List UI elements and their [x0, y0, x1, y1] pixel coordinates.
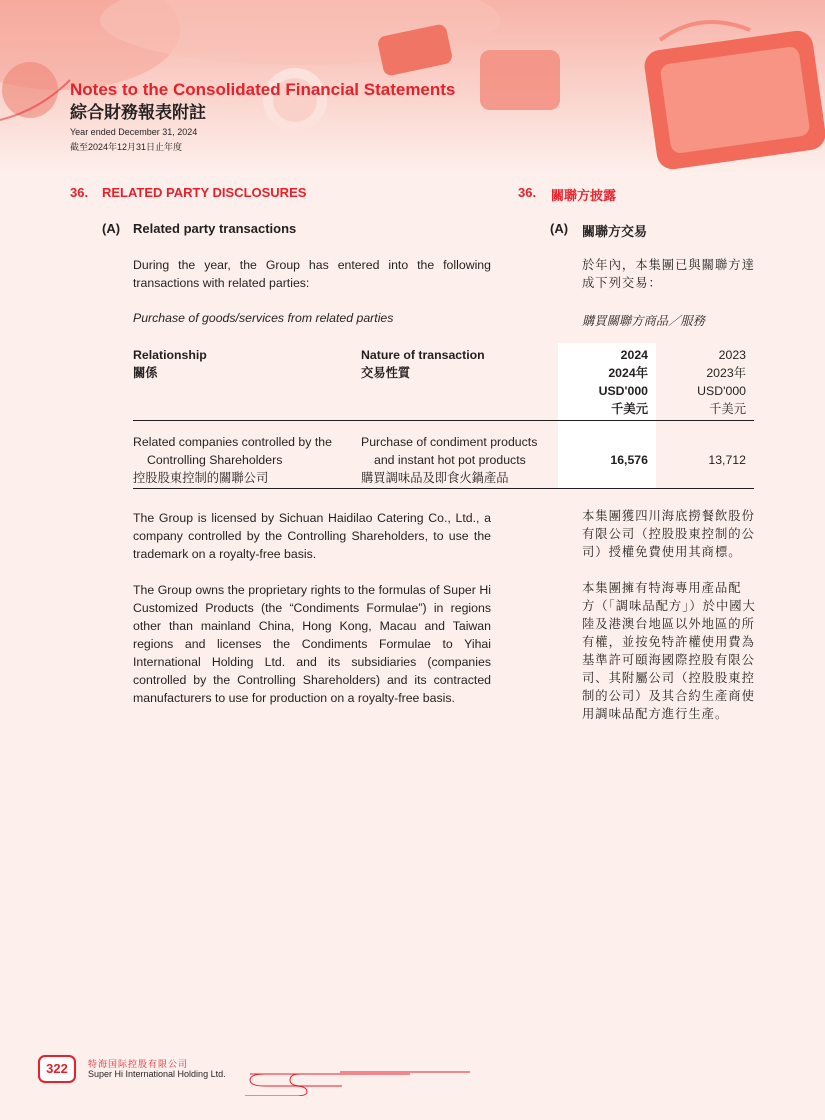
year-prior-cn: 2023年	[706, 366, 746, 380]
col-header-2023	[666, 346, 746, 418]
table-bottom-rule	[133, 488, 754, 489]
formula-cn-line: 方（「調味品配方」）於中國大	[582, 599, 756, 613]
license-paragraph-en: The Group is licensed by Sichuan Haidilao Catering Co., Ltd., a company controlled by the Controlling Shareholders, to use the trademark on a royalty-free basis.	[133, 511, 491, 561]
col-header-2024	[568, 346, 648, 418]
formula-cn-line: 司、其附屬公司（控股股東控	[582, 671, 755, 685]
formula-cn-line: 陸及港澳台地區以外地區的所	[582, 617, 755, 631]
unit-current: USD'000	[598, 384, 648, 398]
header-period-en: Year ended December 31, 2024	[70, 127, 198, 137]
year-prior: 2023	[718, 348, 746, 362]
table-row-relationship	[133, 433, 332, 487]
header-title-cn: 綜合財務報表附註	[70, 103, 206, 122]
col-nature-cn: 交易性質	[361, 366, 411, 380]
unit-prior-cn: 千美元	[709, 402, 746, 416]
nature-en-line: Purchase of condiment products	[361, 435, 538, 449]
table-caption-en: Purchase of goods/services from related parties	[133, 311, 394, 325]
page-header	[70, 80, 455, 154]
formula-cn-line: 基準許可頤海國際控股有限公	[582, 653, 755, 667]
subsection-title-en: Related party transactions	[133, 221, 297, 236]
nature-cn: 購買調味品及即食火鍋產品	[361, 471, 509, 485]
formula-cn-line: 本集團擁有特海專用產品配	[582, 581, 742, 595]
col-header-nature	[361, 346, 485, 382]
table-row-nature	[361, 433, 537, 487]
formula-cn-line: 用調味品配方進行生產。	[582, 707, 729, 721]
license-cn-line: 有限公司（控股股東控制的公	[582, 527, 755, 541]
intro-paragraph-cn	[582, 256, 762, 292]
intro-cn-line: 成下列交易：	[582, 276, 662, 290]
value-2024: 16,576	[610, 453, 648, 467]
license-cn-line: 司）授權免費使用其商標。	[582, 545, 742, 559]
value-2023: 13,712	[708, 453, 746, 467]
relationship-en-line: Controlling Shareholders	[147, 453, 283, 467]
license-cn-line: 本集團獲四川海底撈餐飲股份	[582, 509, 755, 523]
page-number-badge: 322	[38, 1055, 76, 1083]
formula-cn-line: 制的公司）及其合約生產商使	[582, 689, 755, 703]
section-number-cn: 36.	[518, 185, 537, 200]
relationship-cn: 控股股東控制的關聯公司	[133, 471, 269, 485]
footer-company-cn: 特海国际控股有限公司	[88, 1059, 189, 1069]
footer-wave-decoration	[240, 1060, 475, 1096]
section-number-en: 36.	[70, 185, 89, 200]
year-current-cn: 2024年	[608, 366, 648, 380]
subsection-title-cn: 關聯方交易	[582, 224, 648, 239]
relationship-en-line: Related companies controlled by the	[133, 435, 332, 449]
col-nature-en: Nature of transaction	[361, 348, 485, 362]
formula-paragraph-en: The Group owns the proprietary rights to the formulas of Super Hi Customized Products (the “Condiments Formulae”) in regions other than mainland China, Hong Kong, Macau and Taiwan regions and licenses the Condiments Formulae to Yihai International Holding Ltd. and its subsidiaries (companies controlled by the Controlling Shareholders) and its contracted manufacturers to use for production on a royalty-free basis.	[133, 583, 491, 705]
subsection-label-cn: (A)	[550, 221, 569, 236]
table-header-rule	[133, 420, 754, 421]
col-relationship-en: Relationship	[133, 348, 207, 362]
section-title-en: RELATED PARTY DISCLOSURES	[102, 185, 307, 200]
license-paragraph-cn	[582, 507, 762, 561]
unit-prior: USD'000	[697, 384, 746, 398]
formula-paragraph-cn	[582, 579, 762, 723]
col-header-relationship	[133, 346, 207, 382]
table-caption-cn: 購買關聯方商品／服務	[582, 314, 705, 328]
footer-company-en: Super Hi International Holding Ltd.	[88, 1069, 226, 1079]
year-current: 2024	[620, 348, 648, 362]
formula-cn-line: 有權，並按免特許權使用費為	[582, 635, 755, 649]
nature-en-line: and instant hot pot products	[374, 453, 526, 467]
col-relationship-cn: 關係	[133, 366, 158, 380]
header-period-cn: 截至2024年12月31日止年度	[70, 142, 183, 152]
subsection-label-en: (A)	[102, 221, 121, 236]
intro-cn-line: 於年內，本集團已與關聯方達	[582, 258, 755, 272]
header-title-en: Notes to the Consolidated Financial Statements	[70, 80, 456, 99]
unit-current-cn: 千美元	[611, 402, 648, 416]
section-title-cn: 關聯方披露	[551, 188, 617, 203]
intro-paragraph-en: During the year, the Group has entered into the following transactions with related parties:	[133, 258, 491, 290]
